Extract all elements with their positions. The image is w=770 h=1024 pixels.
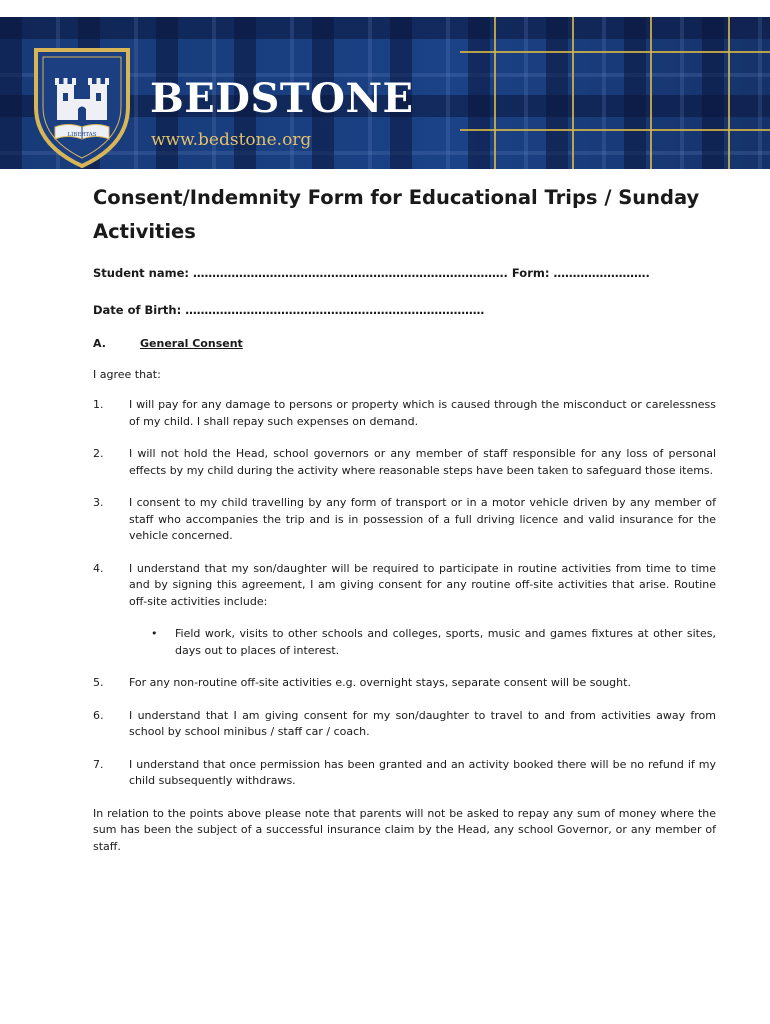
item-number: 7. — [93, 757, 104, 771]
item-number: 4. — [93, 561, 104, 575]
school-website: www.bedstone.org — [151, 130, 312, 150]
item-number: 6. — [93, 708, 104, 722]
student-name-line — [93, 266, 716, 280]
list-item — [93, 675, 716, 692]
section-title: General Consent — [140, 337, 243, 350]
form-label: Form: — [511, 266, 550, 280]
bullet-text: Field work, visits to other schools and colleges, sports, music and games fixtures at other sites, days out to places of interest. — [175, 627, 716, 657]
intro-text: I agree that: — [93, 368, 161, 381]
list-item — [93, 561, 716, 660]
item-number: 2. — [93, 447, 104, 460]
item-text: I consent to my child travelling by any form of transport or in a motor vehicle driven by any member of staff who accompanies the trip and is in possession of a full driving licence and valid insurance for the vehicle concerned. — [129, 496, 716, 542]
student-name-blank[interactable]: ………………………………………………………………………. — [193, 266, 508, 280]
list-item — [93, 446, 716, 479]
list-item — [93, 495, 716, 545]
consent-terms-list — [93, 397, 716, 790]
form-blank[interactable]: ……………………. — [553, 266, 650, 280]
item-text: I understand that I am giving consent for my son/daughter to travel to and from activities away from school by school minibus / staff car / coach. — [129, 708, 716, 738]
header-banner — [0, 17, 770, 169]
dob-label: Date of Birth: — [93, 303, 182, 317]
item-text: I understand that my son/daughter will be required to participate in routine activities from time to time and by signing this agreement, I am giving consent for any routine off-site activities that arise. Routine off-site activities include: — [129, 561, 716, 608]
item-number: 3. — [93, 496, 104, 509]
dob-blank[interactable]: …………………………………………………………………… — [185, 303, 485, 317]
form-title: Consent/Indemnity Form for Educational Trips / Sunday Activities — [93, 186, 700, 243]
item-text: For any non-routine off-site activities e.g. overnight stays, separate consent will be sought. — [129, 676, 631, 689]
item-text: I will pay for any damage to persons or property which is caused through the misconduct or carelessness of my child. I shall repay such expenses on demand. — [129, 398, 716, 428]
section-heading — [93, 337, 716, 350]
school-crest-logo — [33, 47, 131, 169]
item-text: I will not hold the Head, school governors or any member of staff responsible for any loss of personal effects by my child during the activity where reasonable steps have been taken to safeguard those items. — [129, 447, 716, 477]
bullet-icon: • — [151, 627, 158, 640]
routine-activities-list — [129, 626, 716, 659]
crest-motto: LIBERTAS — [67, 132, 97, 138]
dob-line — [93, 303, 716, 317]
item-number: 5. — [93, 676, 104, 689]
school-name: BEDSTONE — [150, 75, 414, 122]
form-body — [93, 181, 716, 855]
list-item — [93, 757, 716, 790]
item-body — [129, 561, 716, 660]
student-name-label: Student name: — [93, 266, 190, 280]
list-item — [93, 397, 716, 430]
section-letter: A. — [93, 337, 106, 350]
closing-paragraph: In relation to the points above please note that parents will not be asked to repay any sum of money where the sum has been the subject of a successful insurance claim by the Head, any school Governor, or any member of staff. — [93, 806, 716, 853]
item-number: 1. — [93, 398, 104, 411]
bullet-item — [151, 626, 716, 659]
item-text: I understand that once permission has been granted and an activity booked there will be no refund if my child subsequently withdraws. — [129, 757, 716, 787]
list-item — [93, 708, 716, 741]
